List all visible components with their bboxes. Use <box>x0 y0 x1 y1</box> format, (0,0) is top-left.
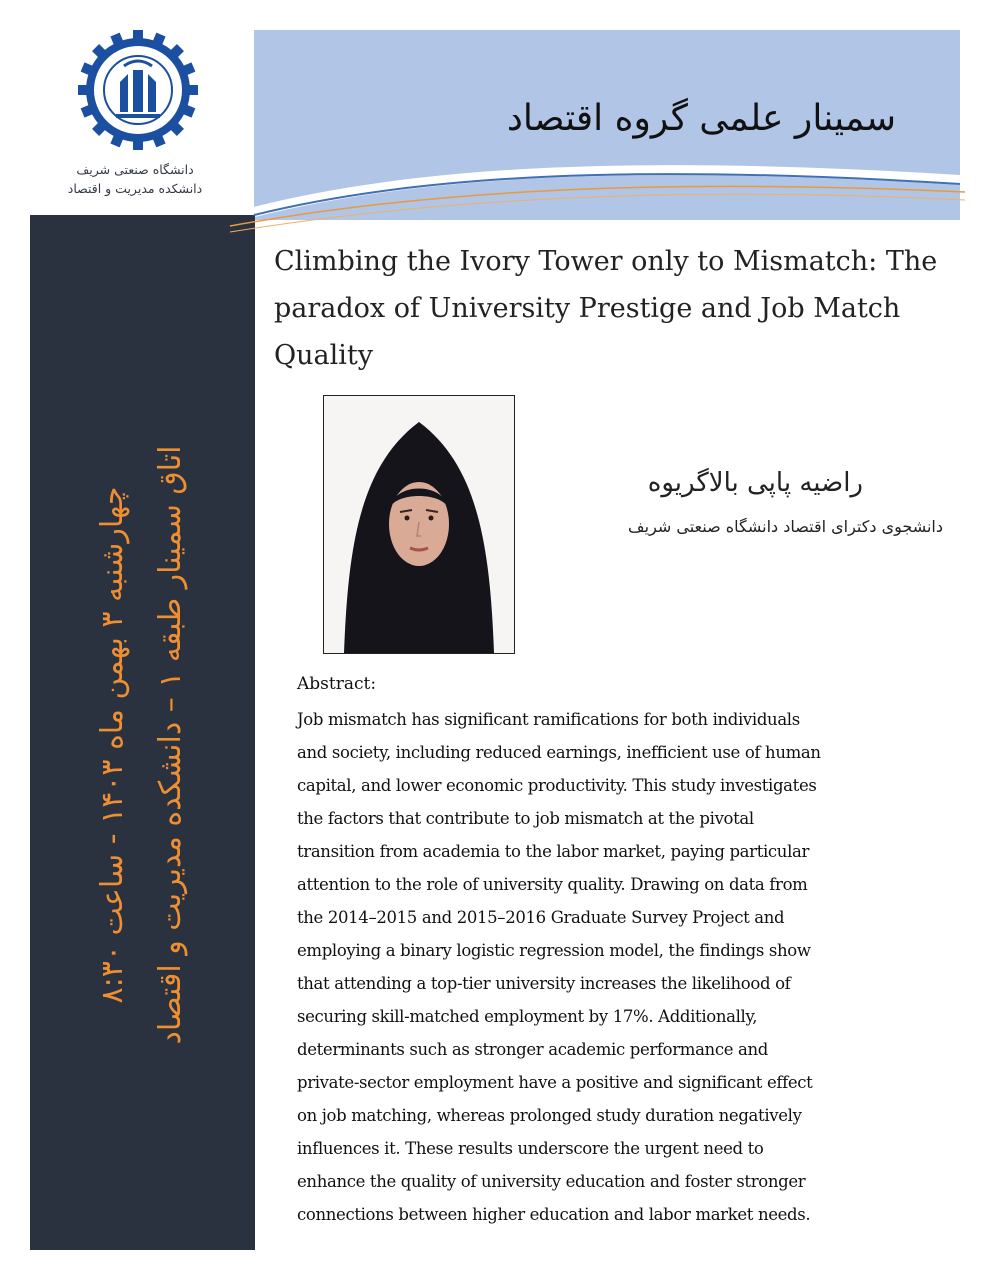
abstract-text: Job mismatch has significant ramifications for both individuals and society, including reduced earnings, inefficient use of human capital, and lower economic productivity. This study investigates the factors that contribute to job mismatch at the pivotal transition from academia to the labor market, paying particular attention to the role of university quality. Drawing on data from the 2014–2015 and 2015–2016 Graduate Survey Project and employing a binary logistic regression model, the findings show that attending a top-tier university increases the likelihood of securing skill-matched employment by 17%. Additionally, determinants such as stronger academic performance and private-sector employment have a positive and significant effect on job matching, whereas prolonged study duration negatively influences it. These results underscore the urgent need to enhance the quality of university education and foster stronger connections between higher education and labor market needs. <box>297 710 821 1224</box>
talk-title: Climbing the Ivory Tower only to Mismatch: The paradox of University Prestige and Job Match Quality <box>274 246 938 371</box>
seminar-title: سمینار علمی گروه اقتصاد <box>506 98 896 139</box>
faculty-name: دانشکده مدیریت و اقتصاد <box>67 181 203 196</box>
event-date-time: چهارشنبه ۳ بهمن ماه ۱۴۰۳ - ساعت ۸:۳۰ <box>95 486 130 1004</box>
speaker-portrait-icon <box>323 395 515 654</box>
event-location: اتاق سمینار طبقه ۱ – دانشکده مدیریت و اقتصاد <box>153 445 188 1045</box>
speaker-affiliation: دانشجوی دکترای اقتصاد دانشگاه صنعتی شریف <box>628 517 943 536</box>
university-name: دانشگاه صنعتی شریف <box>76 162 194 177</box>
speaker-name: راضیه پاپی بالاگریوه <box>647 468 863 498</box>
sharif-university-logo-icon <box>78 30 198 150</box>
event-details <box>84 445 200 1044</box>
abstract-heading: Abstract: <box>297 674 377 694</box>
